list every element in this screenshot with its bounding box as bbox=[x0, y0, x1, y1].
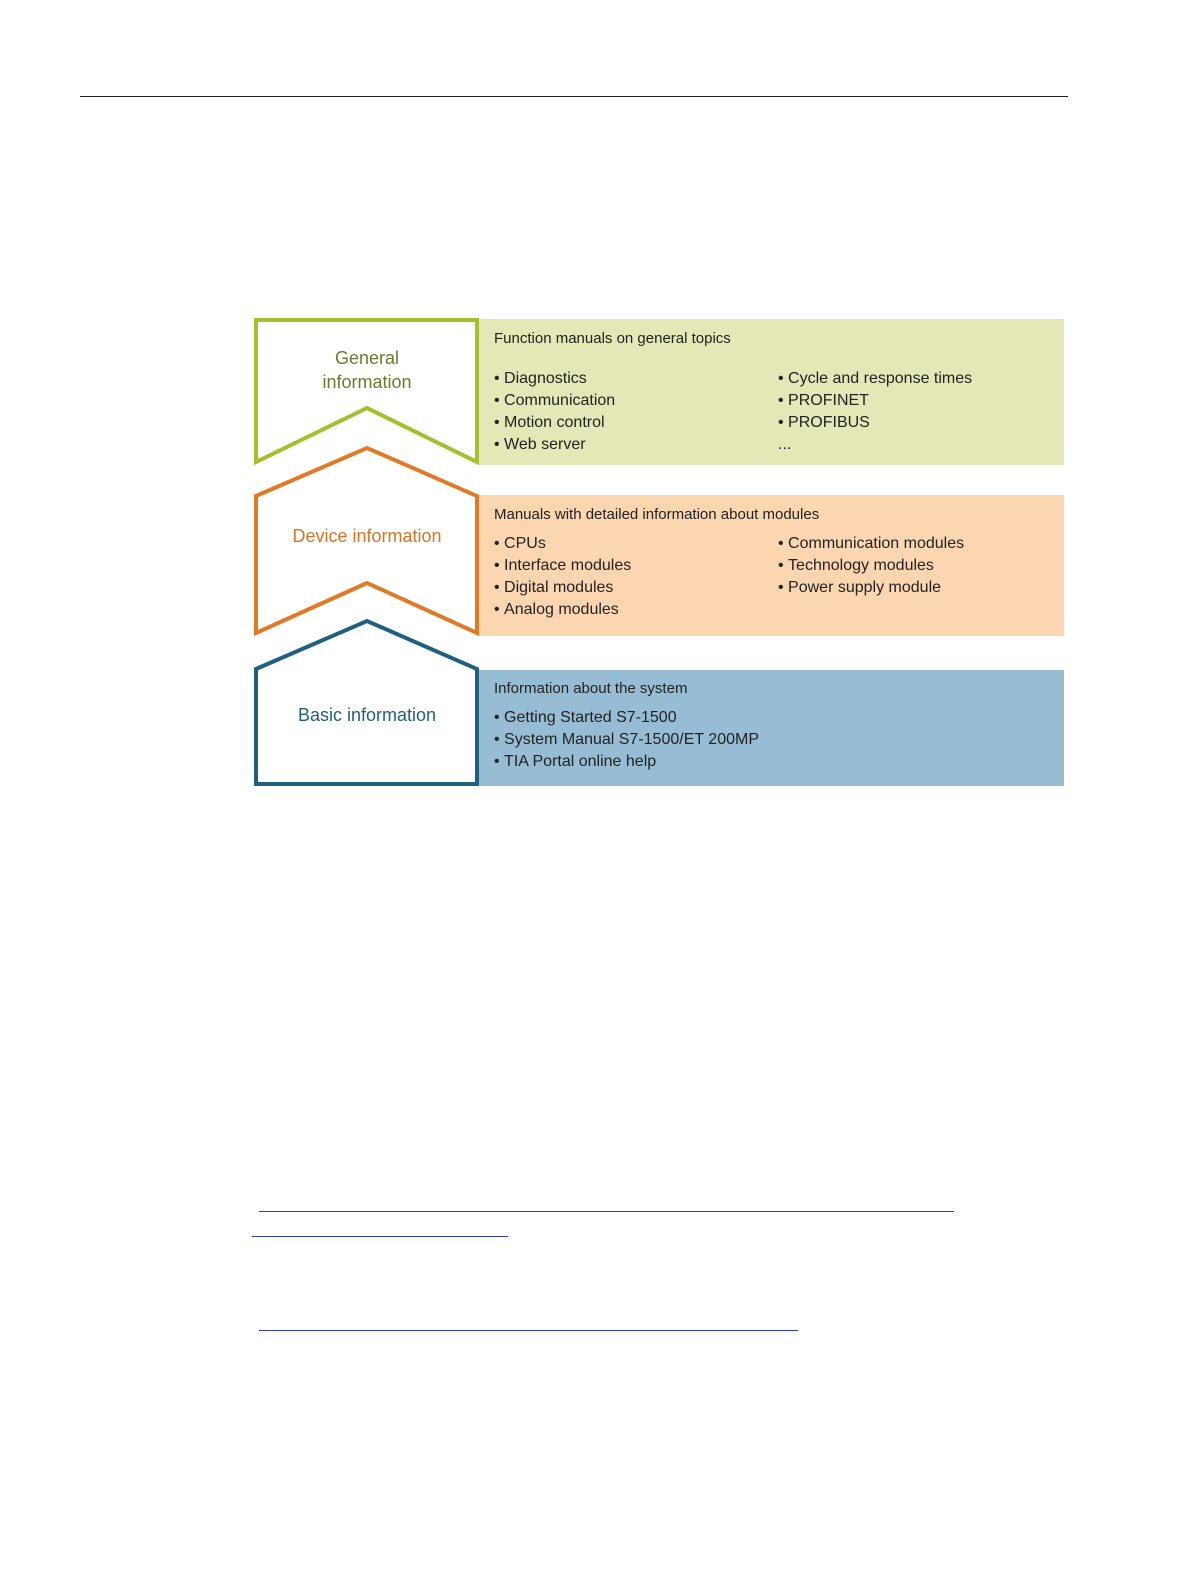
list-item: • Cycle and response times bbox=[778, 368, 972, 390]
list-item: • CPUs bbox=[494, 533, 631, 555]
list-item: • Motion control bbox=[494, 412, 615, 434]
list-item: ... bbox=[778, 436, 792, 453]
basic-heading: Information about the system bbox=[494, 680, 688, 697]
general-left-list bbox=[494, 368, 615, 456]
list-item: • TIA Portal online help bbox=[494, 751, 759, 773]
device-left-list bbox=[494, 533, 631, 621]
list-item: • Diagnostics bbox=[494, 368, 615, 390]
basic-information-label: Basic information bbox=[297, 705, 437, 725]
device-right-list bbox=[778, 533, 964, 599]
device-information-label: Device information bbox=[292, 526, 442, 546]
general-panel bbox=[479, 319, 1064, 465]
list-item: • PROFINET bbox=[778, 390, 972, 412]
hyperlink-underline[interactable] bbox=[259, 1211, 954, 1212]
list-item: • Communication bbox=[494, 390, 615, 412]
general-heading: Function manuals on general topics bbox=[494, 330, 731, 347]
list-item: • Interface modules bbox=[494, 555, 631, 577]
list-item: • Technology modules bbox=[778, 555, 964, 577]
basic-list bbox=[494, 707, 759, 773]
hyperlink-underline[interactable] bbox=[259, 1330, 798, 1331]
list-item: • Power supply module bbox=[778, 577, 964, 599]
list-item: • Web server bbox=[494, 434, 615, 456]
general-right-list bbox=[778, 368, 972, 456]
list-item: • Digital modules bbox=[494, 577, 631, 599]
list-item: • Getting Started S7-1500 bbox=[494, 707, 759, 729]
general-information-label: General information bbox=[322, 348, 412, 392]
device-heading: Manuals with detailed information about modules bbox=[494, 506, 820, 523]
basic-panel bbox=[479, 670, 1064, 786]
list-item: • Communication modules bbox=[778, 533, 964, 555]
list-item: • Analog modules bbox=[494, 599, 631, 621]
list-item: • System Manual S7-1500/ET 200MP bbox=[494, 729, 759, 751]
hyperlink-underline[interactable] bbox=[252, 1236, 508, 1237]
device-panel bbox=[479, 495, 1064, 636]
list-item: • PROFIBUS bbox=[778, 412, 972, 434]
